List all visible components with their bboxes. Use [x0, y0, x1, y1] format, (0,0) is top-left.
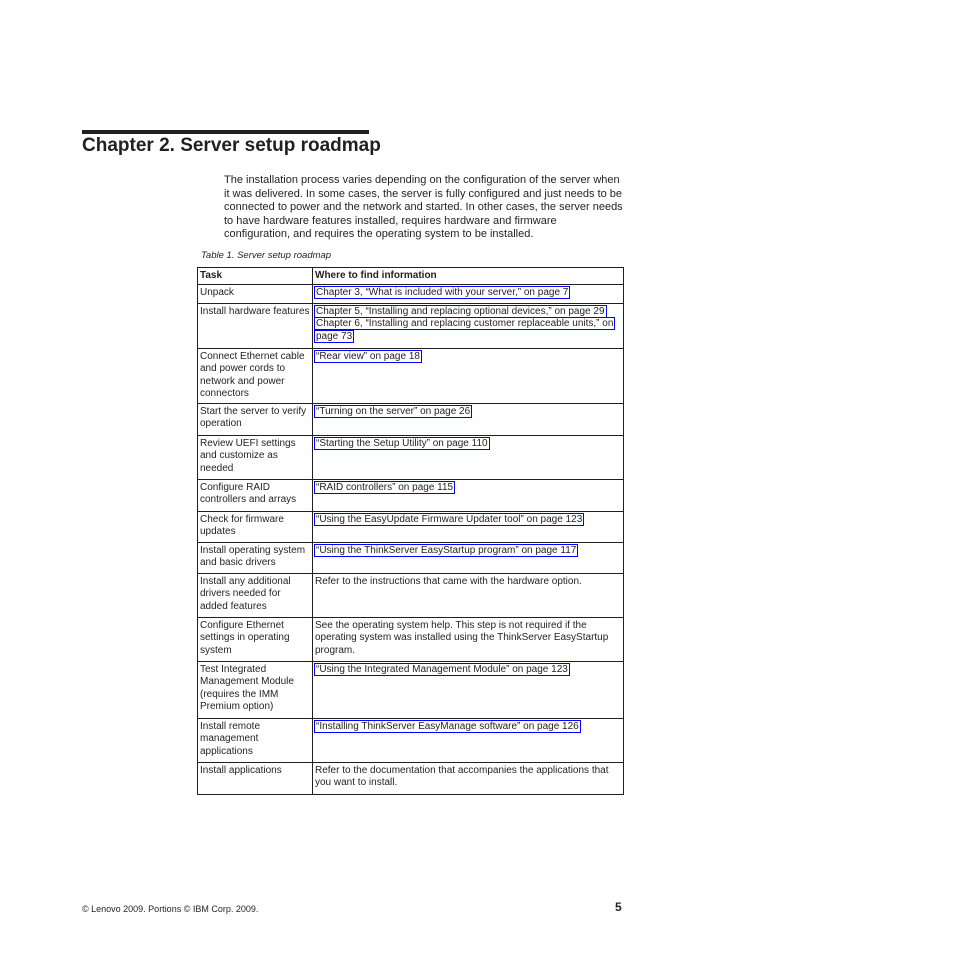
task-cell: Unpack [198, 284, 313, 303]
header-task: Task [198, 268, 313, 285]
table-row [198, 479, 624, 511]
title-rule [82, 130, 369, 134]
task-cell: Review UEFI settings and customize as needed [198, 435, 313, 479]
task-cell: Configure Ethernet settings in operating system [198, 617, 313, 661]
copyright-footer: © Lenovo 2009. Portions © IBM Corp. 2009. [82, 904, 259, 914]
table-row [198, 435, 624, 479]
cross-reference-link[interactable]: Chapter 5, “Installing and replacing optional devices,” on page 29 [316, 305, 605, 317]
info-cell [313, 435, 624, 479]
table-row [198, 718, 624, 762]
page-number: 5 [615, 900, 622, 914]
info-cell: See the operating system help. This step is not required if the operating system was installed using the ThinkServer EasyStartup program. [313, 617, 624, 661]
cross-reference-link[interactable]: “Using the EasyUpdate Firmware Updater tool” on page 123 [316, 513, 583, 525]
table-row [198, 284, 624, 303]
header-where: Where to find information [313, 268, 624, 285]
roadmap-table [197, 267, 624, 795]
task-cell: Install hardware features [198, 303, 313, 348]
table-row [198, 762, 624, 794]
task-cell: Install operating system and basic drivers [198, 542, 313, 573]
task-cell: Install applications [198, 762, 313, 794]
info-cell: Refer to the documentation that accompanies the applications that you want to install. [313, 762, 624, 794]
task-cell: Install remote management applications [198, 718, 313, 762]
cross-reference-link[interactable]: “RAID controllers” on page 115 [316, 481, 454, 493]
table-row [198, 511, 624, 542]
table-row [198, 348, 624, 403]
table-row [198, 303, 624, 348]
task-cell: Configure RAID controllers and arrays [198, 479, 313, 511]
info-cell [313, 284, 624, 303]
table-row [198, 403, 624, 435]
table-caption: Table 1. Server setup roadmap [201, 250, 332, 261]
cross-reference-link[interactable]: Chapter 6, “Installing and replacing customer replaceable units,” on page 73 [316, 318, 614, 342]
table-row [198, 573, 624, 617]
info-cell [313, 403, 624, 435]
cross-reference-link[interactable]: “Using the Integrated Management Module” on page 123 [316, 663, 568, 675]
table-row [198, 661, 624, 718]
info-cell [313, 661, 624, 718]
table-row [198, 617, 624, 661]
info-cell: Refer to the instructions that came with the hardware option. [313, 573, 624, 617]
info-cell [313, 542, 624, 573]
info-cell [313, 511, 624, 542]
table-row [198, 542, 624, 573]
cross-reference-link[interactable]: Chapter 3, “What is included with your server,” on page 7 [316, 286, 569, 298]
task-cell: Check for firmware updates [198, 511, 313, 542]
task-cell: Start the server to verify operation [198, 403, 313, 435]
cross-reference-link[interactable]: “Installing ThinkServer EasyManage software” on page 126 [316, 720, 579, 732]
info-cell [313, 348, 624, 403]
task-cell: Install any additional drivers needed for added features [198, 573, 313, 617]
task-cell: Connect Ethernet cable and power cords to network and power connectors [198, 348, 313, 403]
page-title: Chapter 2. Server setup roadmap [82, 135, 381, 156]
task-cell: Test Integrated Management Module (requires the IMM Premium option) [198, 661, 313, 718]
info-cell [313, 718, 624, 762]
info-cell [313, 479, 624, 511]
info-cell [313, 303, 624, 348]
intro-paragraph: The installation process varies depending on the configuration of the server when it was delivered. In some cases, the server is fully configured and just needs to be connected to power and the network and started. In other cases, the server needs to have hardware features installed, requires hardware and firmware configuration, and requires the operating system to be installed. [224, 174, 623, 241]
cross-reference-link[interactable]: “Rear view” on page 18 [316, 350, 420, 362]
table-header-row [198, 268, 624, 285]
cross-reference-link[interactable]: “Turning on the server” on page 26 [316, 405, 471, 417]
cross-reference-link[interactable]: “Starting the Setup Utility” on page 110 [316, 437, 488, 449]
cross-reference-link[interactable]: “Using the ThinkServer EasyStartup program” on page 117 [316, 544, 577, 556]
